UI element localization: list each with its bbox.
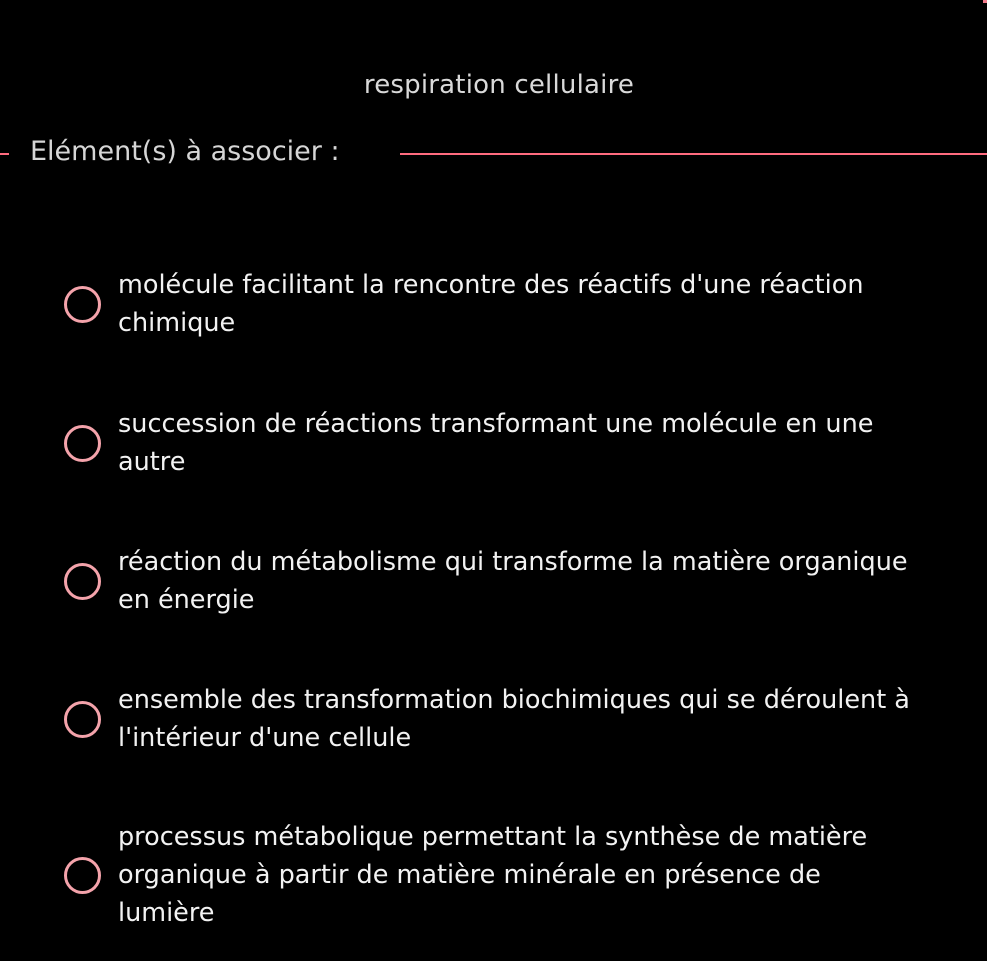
option-item[interactable] [64, 266, 944, 342]
radio-circle-icon[interactable] [64, 286, 101, 323]
option-label: succession de réactions transformant une molécule en une autre [118, 409, 874, 477]
option-item[interactable] [64, 818, 944, 932]
section-label: Elément(s) à associer : [30, 136, 340, 167]
option-item[interactable] [64, 543, 944, 619]
page-title: respiration cellulaire [363, 70, 635, 100]
corner-indicator [983, 0, 987, 3]
option-label: processus métabolique permettant la synthèse de matière organique à partir de matière minérale en présence de lumière [118, 822, 868, 928]
option-item[interactable] [64, 405, 944, 481]
section-header [0, 136, 987, 176]
radio-circle-icon[interactable] [64, 563, 101, 600]
radio-circle-icon[interactable] [64, 701, 101, 738]
radio-circle-icon[interactable] [64, 425, 101, 462]
option-item[interactable] [64, 681, 944, 757]
option-label: ensemble des transformation biochimiques qui se déroulent à l'intérieur d'une cellule [118, 685, 910, 753]
option-label: molécule facilitant la rencontre des réactifs d'une réaction chimique [118, 270, 864, 338]
divider-right [400, 153, 987, 155]
radio-circle-icon[interactable] [64, 857, 101, 894]
divider-left [0, 153, 9, 155]
option-label: réaction du métabolisme qui transforme la matière organique en énergie [118, 547, 908, 615]
